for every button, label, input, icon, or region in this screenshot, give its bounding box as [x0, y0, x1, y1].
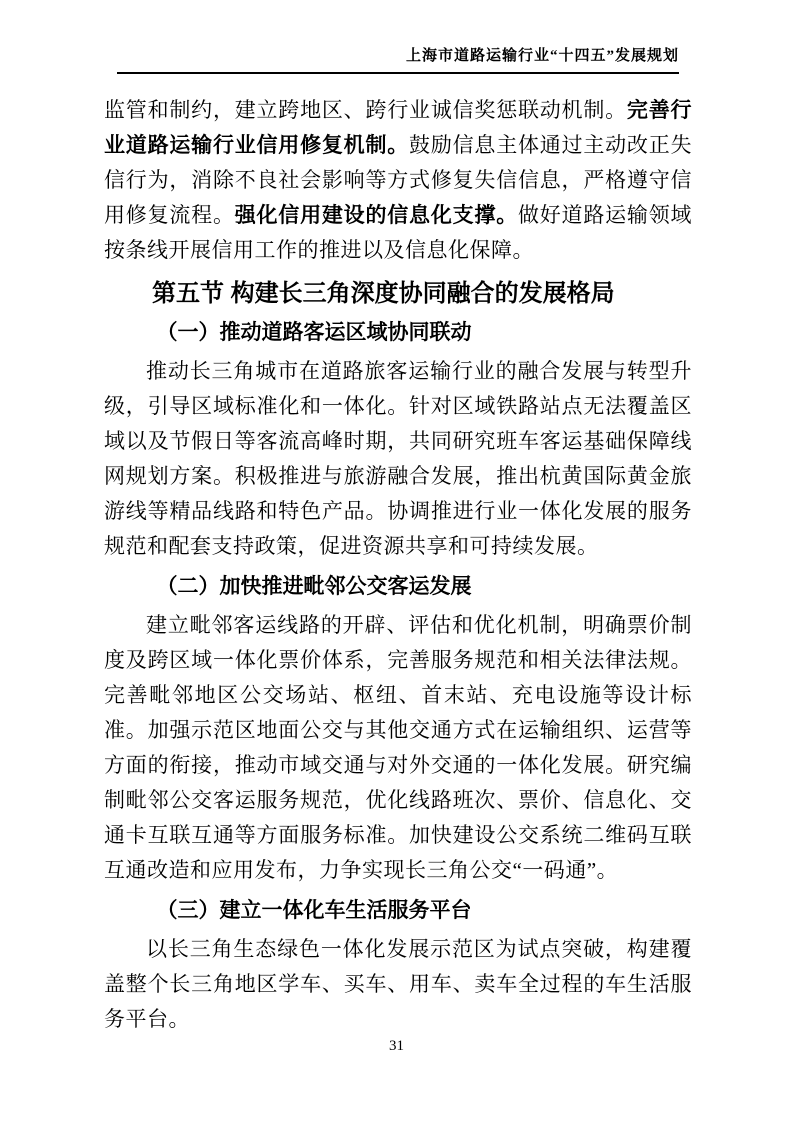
section-heading: 第五节 构建长三角深度协同融合的发展格局: [152, 280, 615, 307]
paragraph-sub3: 以长三角生态绿色一体化发展示范区为试点突破，构建覆盖整个长三角地区学车、买车、用车、卖车全过程的车生活服务平台。: [104, 937, 692, 1031]
header-divider: [117, 72, 679, 74]
paragraph-sub1: 推动长三角城市在道路旅客运输行业的融合发展与转型升级，引导区域标准化和一体化。针对区域铁路站点无法覆盖区域以及节假日等客流高峰时期，共同研究班车客运基础保障线网规划方案。积极推进与旅游融合发展，推出杭黄国际黄金旅游线等精品线路和特色产品。协调推进行业一体化发展的服务规范和配套支持政策，促进资源共享和可持续发展。: [104, 359, 692, 558]
page-footer: [0, 1036, 793, 1056]
page-header: [117, 45, 679, 67]
text-run: 做好道路运输领域按条线开展信用工作的推进以及信息化保障。: [104, 203, 693, 262]
text-run: 监管和制约，建立跨地区、跨行业诚信奖惩联动机制。: [104, 98, 627, 122]
paragraph-credit-continuation: [104, 93, 692, 268]
paragraph-sub2: 建立毗邻客运线路的开辟、评估和优化机制，明确票价制度及跨区域一体化票价体系，完善服务规范和相关法律法规。完善毗邻地区公交场站、枢纽、首末站、充电设施等设计标准。加强示范区地面公交与其他交通方式在运输组织、运营等方面的衔接，推动市域交通与对外交通的一体化发展。研究编制毗邻公交客运服务规范，优化线路班次、票价、信息化、交通卡互联互通等方面服务标准。加快建设公交系统二维码互联互通改造和应用发布，力争实现长三角公交“一码通”。: [104, 613, 692, 882]
subsection-heading-3: （三）建立一体化车生活服务平台: [156, 899, 472, 922]
subsection-heading-1: （一）推动道路客运区域协同联动: [156, 321, 472, 344]
text-run-bold: 完善行业道路运输行业信用修复机制。: [104, 98, 692, 157]
header-title: 上海市道路运输行业“十四五”发展规划: [405, 48, 679, 64]
page-number: 31: [389, 1038, 404, 1054]
subsection-heading-2: （二）加快推进毗邻公交客运发展: [156, 575, 472, 598]
document-content: [104, 93, 692, 1037]
text-run-bold: 强化信用建设的信息化支撑。: [234, 203, 518, 227]
text-run: 鼓励信息主体通过主动改正失信行为，消除不良社会影响等方式修复失信信息，严格遵守信用修复流程。: [104, 133, 693, 227]
